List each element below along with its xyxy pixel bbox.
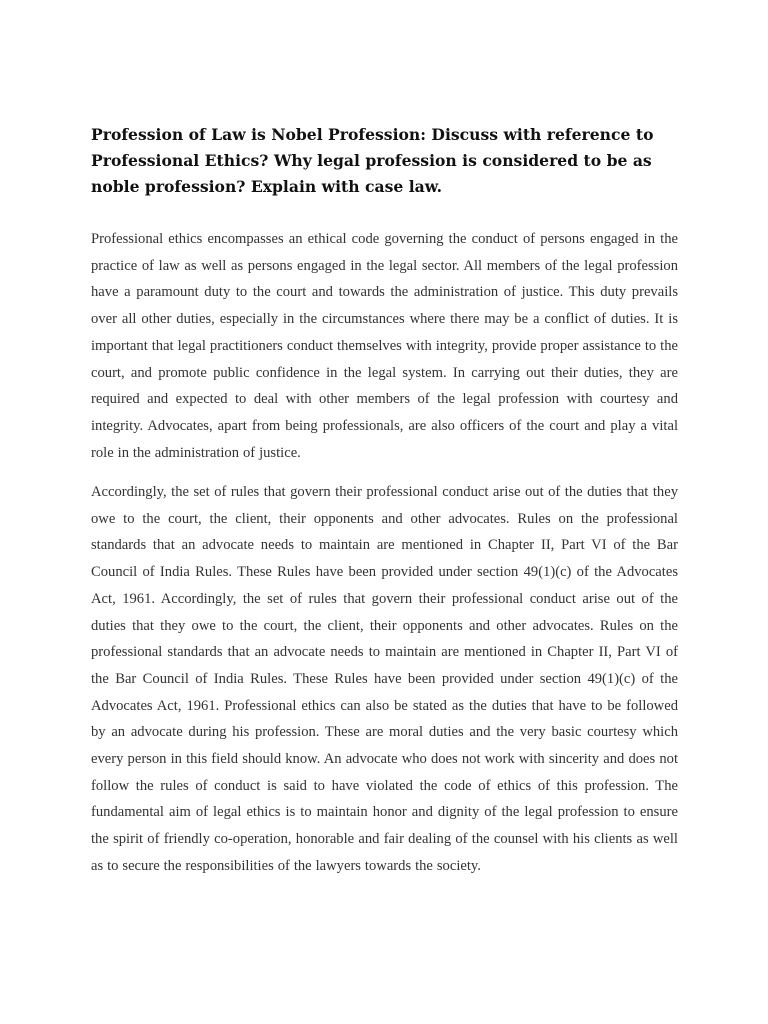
paragraph-professional-ethics: Professional ethics encompasses an ethical code governing the conduct of persons engaged in the practice of law as well as persons engaged in the legal sector. All members of the legal profession have a paramount duty to the court and towards the administration of justice. This duty prevails over all other duties, especially in the circumstances where there may be a conflict of duties. It is important that legal practitioners conduct themselves with integrity, provide proper assistance to the court, and promote public confidence in the legal system. In carrying out their duties, they are required and expected to deal with other members of the legal profession with courtesy and integrity. Advocates, apart from being professionals, are also officers of the court and play a vital role in the administration of justice. <box>91 231 678 461</box>
document-title: Profession of Law is Nobel Profession: Discuss with reference to Professional Ethics? Why legal profession is considered to be as noble profession? Explain with case law. <box>91 125 654 196</box>
paragraph-rules-of-conduct: Accordingly, the set of rules that govern their professional conduct arise out of the duties that they owe to the court, the client, their opponents and other advocates. Rules on the professional standards that an advocate needs to maintain are mentioned in Chapter II, Part VI of the Bar Council of India Rules. These Rules have been provided under section 49(1)(c) of the Advocates Act, 1961. Accordingly, the set of rules that govern their professional conduct arise out of the duties that they owe to the court, the client, their opponents and other advocates. Rules on the professional standards that an advocate needs to maintain are mentioned in Chapter II, Part VI of the Bar Council of India Rules. These Rules have been provided under section 49(1)(c) of the Advocates Act, 1961. Professional ethics can also be stated as the duties that have to be followed by an advocate during his profession. These are moral duties and the very basic courtesy which every person in this field should know. An advocate who does not work with sincerity and does not follow the rules of conduct is said to have violated the code of ethics of this profession. The fundamental aim of legal ethics is to maintain honor and dignity of the legal profession to ensure the spirit of friendly co-operation, honorable and fair dealing of the counsel with his clients as well as to secure the responsibilities of the lawyers towards the society. <box>91 484 678 874</box>
